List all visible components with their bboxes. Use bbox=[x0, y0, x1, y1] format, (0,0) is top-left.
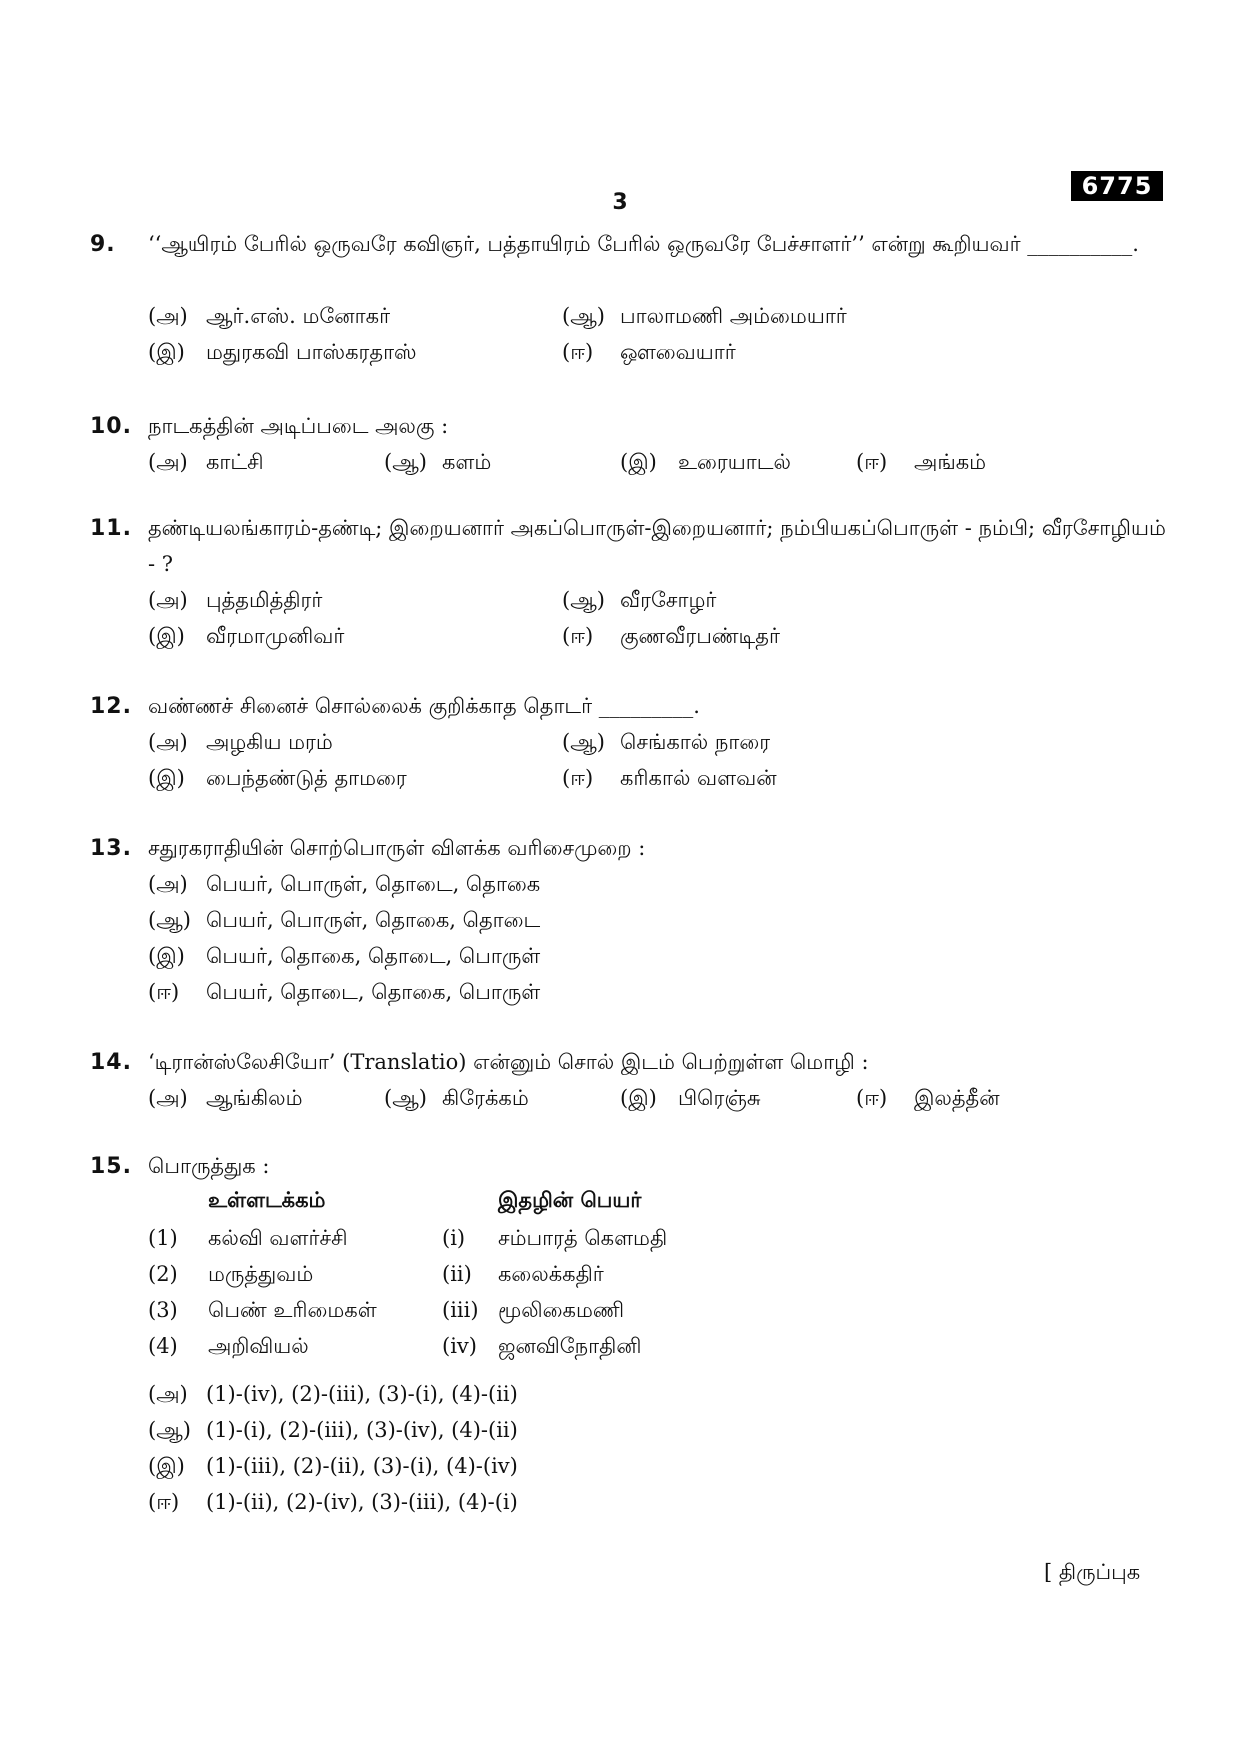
option-text: வீரசோழர் bbox=[620, 588, 717, 612]
option-i bbox=[148, 760, 407, 796]
match-right-number: (ii) bbox=[442, 1262, 472, 1286]
option-i bbox=[148, 334, 417, 370]
question-text: ‘‘ஆயிரம் பேரில் ஒருவரே கவிஞர், பத்தாயிரம் பேரில் ஒருவரே பேச்சாளர்’’ என்று கூறியவர் __________. bbox=[148, 232, 1139, 256]
option-text: (1)-(i), (2)-(iii), (3)-(iv), (4)-(ii) bbox=[206, 1418, 518, 1442]
option-text: களம் bbox=[442, 450, 492, 474]
option-marker: (ஈ) bbox=[562, 340, 594, 364]
match-left-text: அறிவியல் bbox=[208, 1334, 309, 1358]
page-number: 3 bbox=[612, 190, 628, 215]
option-marker: (அ) bbox=[148, 588, 188, 612]
option-text: பைந்தண்டுத் தாமரை bbox=[206, 766, 407, 790]
match-left-number: (4) bbox=[148, 1334, 178, 1358]
option-ii bbox=[562, 760, 777, 796]
option-ii bbox=[562, 618, 780, 654]
option-marker: (இ) bbox=[148, 944, 185, 968]
paper-code-badge: 6775 bbox=[1071, 171, 1163, 201]
question-text: வண்ணச் சினைச் சொல்லைக் குறிக்காத தொடர் _________. bbox=[148, 694, 700, 718]
option-marker: (அ) bbox=[148, 730, 188, 754]
option-text: (1)-(iii), (2)-(ii), (3)-(i), (4)-(iv) bbox=[206, 1454, 518, 1478]
option-a bbox=[148, 724, 333, 760]
option-text: புத்தமித்திரர் bbox=[206, 588, 323, 612]
option-marker: (ஆ) bbox=[562, 730, 605, 754]
option-marker: (அ) bbox=[148, 1086, 188, 1110]
turn-over-note: [ திருப்புக bbox=[1044, 1560, 1141, 1584]
option-text: ஔவையார் bbox=[620, 340, 736, 364]
option-marker: (ஈ) bbox=[148, 1490, 180, 1514]
option-text: செங்கால் நாரை bbox=[620, 730, 771, 754]
option-a bbox=[148, 866, 540, 902]
option-text: அழகிய மரம் bbox=[206, 730, 333, 754]
option-text: ஆர்.எஸ். மனோகர் bbox=[206, 304, 391, 328]
question-number: 13. bbox=[90, 836, 132, 861]
match-left-number: (3) bbox=[148, 1298, 178, 1322]
match-left-number: (2) bbox=[148, 1262, 178, 1286]
option-text: பிரெஞ்சு bbox=[678, 1086, 761, 1110]
option-ii bbox=[856, 1080, 1000, 1116]
option-a bbox=[148, 1376, 518, 1412]
option-text: பெயர், தொகை, தொடை, பொருள் bbox=[206, 944, 541, 968]
option-aa bbox=[384, 1080, 529, 1116]
option-text: (1)-(iv), (2)-(iii), (3)-(i), (4)-(ii) bbox=[206, 1382, 518, 1406]
option-i bbox=[148, 1448, 518, 1484]
option-marker: (ஈ) bbox=[562, 624, 594, 648]
match-column-header-content: உள்ளடக்கம் bbox=[208, 1188, 326, 1212]
option-marker: (ஆ) bbox=[562, 588, 605, 612]
option-marker: (ஆ) bbox=[384, 450, 427, 474]
question-number: 14. bbox=[90, 1050, 132, 1075]
option-marker: (இ) bbox=[148, 1454, 185, 1478]
match-left-text: கல்வி வளர்ச்சி bbox=[208, 1226, 348, 1250]
option-marker: (இ) bbox=[148, 624, 185, 648]
question-text: ‘டிரான்ஸ்லேசியோ’ (Translatio) என்னும் சொல் இடம் பெற்றுள்ள மொழி : bbox=[148, 1050, 869, 1074]
option-marker: (ஈ) bbox=[856, 450, 888, 474]
option-marker: (அ) bbox=[148, 450, 188, 474]
match-right-number: (iv) bbox=[442, 1334, 477, 1358]
option-text: உரையாடல் bbox=[678, 450, 791, 474]
option-marker: (ஈ) bbox=[148, 980, 180, 1004]
option-text: கரிகால் வளவன் bbox=[620, 766, 777, 790]
option-aa bbox=[562, 298, 847, 334]
option-ii bbox=[148, 1484, 518, 1520]
option-ii bbox=[856, 444, 986, 480]
question-text: நாடகத்தின் அடிப்படை அலகு : bbox=[148, 414, 449, 438]
question-number: 15. bbox=[90, 1154, 132, 1179]
option-marker: (இ) bbox=[620, 1086, 657, 1110]
match-left-text: பெண் உரிமைகள் bbox=[208, 1298, 377, 1322]
question-number: 10. bbox=[90, 414, 132, 439]
option-marker: (இ) bbox=[148, 340, 185, 364]
option-ii bbox=[148, 974, 540, 1010]
question-number: 12. bbox=[90, 694, 132, 719]
question-text: தண்டியலங்காரம்-தண்டி; இறையனார் அகப்பொருள்-இறையனார்; நம்பியகப்பொருள் - நம்பி; வீரசோழியம் - ? bbox=[148, 516, 1166, 576]
option-text: அங்கம் bbox=[914, 450, 987, 474]
option-text: காட்சி bbox=[206, 450, 264, 474]
match-right-number: (i) bbox=[442, 1226, 466, 1250]
option-i bbox=[148, 618, 344, 654]
match-right-text: மூலிகைமணி bbox=[498, 1298, 625, 1322]
option-text: பெயர், பொருள், தொடை, தொகை bbox=[206, 872, 541, 896]
option-a bbox=[148, 444, 264, 480]
option-text: இலத்தீன் bbox=[914, 1086, 1000, 1110]
option-marker: (அ) bbox=[148, 872, 188, 896]
option-aa bbox=[148, 1412, 518, 1448]
match-right-text: ஜனவிநோதினி bbox=[498, 1334, 642, 1358]
option-aa bbox=[148, 902, 540, 938]
question-text: பொருத்துக : bbox=[148, 1154, 270, 1178]
option-text: கிரேக்கம் bbox=[442, 1086, 529, 1110]
match-right-number: (iii) bbox=[442, 1298, 479, 1322]
option-aa bbox=[562, 582, 716, 618]
option-aa bbox=[562, 724, 770, 760]
question-text: சதுரகராதியின் சொற்பொருள் விளக்க வரிசைமுறை : bbox=[148, 836, 646, 860]
option-text: மதுரகவி பாஸ்கரதாஸ் bbox=[206, 340, 417, 364]
option-text: பெயர், பொருள், தொகை, தொடை bbox=[206, 908, 541, 932]
option-ii bbox=[562, 334, 736, 370]
option-text: பெயர், தொடை, தொகை, பொருள் bbox=[206, 980, 541, 1004]
option-i bbox=[620, 1080, 761, 1116]
option-marker: (ஆ) bbox=[384, 1086, 427, 1110]
question-number: 9. bbox=[90, 232, 116, 257]
match-right-text: கலைக்கதிர் bbox=[498, 1262, 604, 1286]
option-i bbox=[148, 938, 540, 974]
option-marker: (இ) bbox=[620, 450, 657, 474]
option-text: ஆங்கிலம் bbox=[206, 1086, 303, 1110]
option-aa bbox=[384, 444, 491, 480]
option-marker: (ஆ) bbox=[148, 1418, 191, 1442]
match-left-number: (1) bbox=[148, 1226, 178, 1250]
option-text: பாலாமணி அம்மையார் bbox=[620, 304, 847, 328]
option-a bbox=[148, 1080, 303, 1116]
option-marker: (அ) bbox=[148, 1382, 188, 1406]
option-marker: (ஈ) bbox=[562, 766, 594, 790]
option-i bbox=[620, 444, 791, 480]
option-marker: (அ) bbox=[148, 304, 188, 328]
option-text: (1)-(ii), (2)-(iv), (3)-(iii), (4)-(i) bbox=[206, 1490, 518, 1514]
option-a bbox=[148, 582, 322, 618]
question-number: 11. bbox=[90, 516, 132, 541]
option-marker: (இ) bbox=[148, 766, 185, 790]
match-column-header-magazine: இதழின் பெயர் bbox=[498, 1188, 642, 1212]
option-text: வீரமாமுனிவர் bbox=[206, 624, 345, 648]
match-left-text: மருத்துவம் bbox=[208, 1262, 314, 1286]
option-marker: (ஆ) bbox=[562, 304, 605, 328]
option-marker: (ஈ) bbox=[856, 1086, 888, 1110]
option-a bbox=[148, 298, 390, 334]
option-marker: (ஆ) bbox=[148, 908, 191, 932]
match-right-text: சம்பாரத் கௌமதி bbox=[498, 1226, 668, 1250]
option-text: குணவீரபண்டிதர் bbox=[620, 624, 780, 648]
